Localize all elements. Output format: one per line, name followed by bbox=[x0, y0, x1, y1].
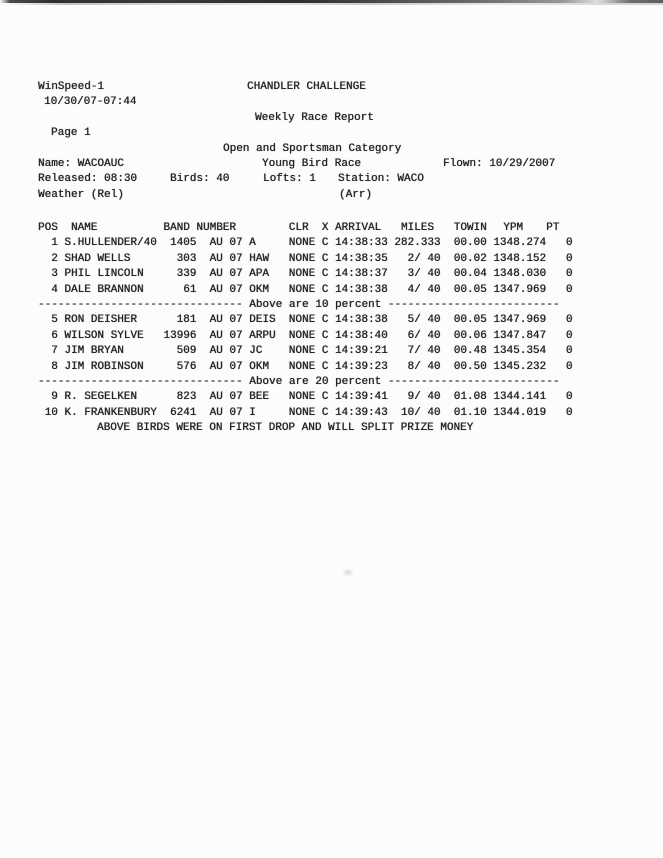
race-name: Name: WACOAUC bbox=[38, 158, 124, 170]
table-row bbox=[38, 236, 572, 251]
table-row bbox=[38, 313, 572, 328]
flown-date: Flown: 10/29/2007 bbox=[443, 158, 556, 170]
cell-arrival: 14:39:23 bbox=[334, 360, 388, 373]
cell-name: DALE BRANNON bbox=[64, 283, 144, 296]
weather-arrival-label: (Arr) bbox=[339, 189, 373, 201]
club-name: CHANDLER CHALLENGE bbox=[247, 81, 366, 93]
header-name: NAME bbox=[70, 222, 98, 234]
cell-clr: NONE bbox=[288, 345, 316, 358]
cell-band: 823 bbox=[176, 391, 197, 404]
birds-count: Birds: 40 bbox=[170, 173, 230, 185]
cell-arrival: 14:38:38 bbox=[334, 283, 388, 296]
header-clr: CLR bbox=[288, 222, 309, 234]
cell-miles: 6/ 40 bbox=[407, 329, 441, 342]
header-miles: MILES bbox=[400, 222, 434, 234]
cell-towin: 00.04 bbox=[453, 268, 487, 281]
report-title: Weekly Race Report bbox=[255, 112, 374, 124]
cell-band-assoc: AU 07 DEIS bbox=[209, 314, 276, 327]
header-arrival: ARRIVAL bbox=[334, 222, 382, 234]
cell-arrival: 14:38:33 bbox=[334, 237, 388, 250]
cell-miles: 8/ 40 bbox=[407, 360, 441, 373]
cell-x: C bbox=[321, 360, 329, 373]
cell-ypm: 1347.969 bbox=[493, 314, 547, 327]
cell-towin: 00.02 bbox=[453, 252, 487, 265]
cell-ypm: 1344.019 bbox=[493, 406, 547, 419]
cell-miles: 5/ 40 bbox=[407, 314, 441, 327]
cell-name: S.HULLENDER/40 bbox=[64, 237, 157, 250]
cell-arrival: 14:38:38 bbox=[334, 314, 388, 327]
cell-band: 576 bbox=[176, 360, 197, 373]
cell-band-assoc: AU 07 OKM bbox=[209, 360, 269, 373]
cell-x: C bbox=[321, 314, 329, 327]
header-band-number: BAND NUMBER bbox=[163, 222, 237, 234]
cell-pos: 9 bbox=[51, 391, 58, 404]
table-row bbox=[38, 283, 572, 298]
cell-miles: 7/ 40 bbox=[407, 345, 441, 358]
cell-pt: 0 bbox=[565, 237, 573, 250]
cell-clr: NONE bbox=[288, 406, 316, 419]
cell-pt: 0 bbox=[565, 329, 573, 342]
page-number: Page 1 bbox=[51, 127, 91, 139]
cell-band: 1405 bbox=[169, 237, 197, 250]
cell-clr: NONE bbox=[288, 268, 316, 281]
cell-arrival: 14:38:35 bbox=[334, 252, 388, 265]
cell-name: JIM BRYAN bbox=[64, 345, 124, 358]
cell-pos: 2 bbox=[51, 252, 58, 265]
cell-clr: NONE bbox=[288, 283, 316, 296]
cell-clr: NONE bbox=[288, 252, 316, 265]
cell-name: SHAD WELLS bbox=[64, 252, 131, 265]
cell-towin: 01.10 bbox=[453, 406, 487, 419]
cell-name: K. FRANKENBURY bbox=[64, 406, 157, 419]
cell-pos: 5 bbox=[51, 314, 58, 327]
cell-pt: 0 bbox=[565, 283, 573, 296]
cell-band-assoc: AU 07 ARPU bbox=[209, 329, 276, 342]
cell-miles: 282.333 bbox=[394, 237, 441, 250]
cell-pt: 0 bbox=[565, 360, 573, 373]
results-table bbox=[38, 221, 572, 437]
table-row bbox=[38, 360, 572, 375]
cell-arrival: 14:39:41 bbox=[334, 391, 388, 404]
scan-smudge bbox=[342, 568, 354, 577]
cell-pt: 0 bbox=[565, 252, 573, 265]
cell-pt: 0 bbox=[565, 391, 573, 404]
cell-band: 13996 bbox=[163, 329, 197, 342]
cell-x: C bbox=[321, 252, 329, 265]
cell-band: 509 bbox=[176, 345, 197, 358]
cell-band: 303 bbox=[176, 252, 197, 265]
header-pos: POS bbox=[38, 222, 58, 234]
cell-clr: NONE bbox=[288, 360, 316, 373]
cell-ypm: 1348.274 bbox=[493, 237, 547, 250]
table-row bbox=[38, 390, 572, 405]
cell-name: WILSON SYLVE bbox=[64, 329, 144, 342]
cell-pos: 3 bbox=[51, 268, 58, 281]
header-ypm: YPM bbox=[503, 222, 524, 234]
cell-ypm: 1345.232 bbox=[493, 360, 547, 373]
cell-band-assoc: AU 07 HAW bbox=[209, 252, 269, 265]
table-row bbox=[38, 252, 572, 267]
cell-x: C bbox=[321, 283, 329, 296]
table-row bbox=[38, 329, 572, 344]
cell-towin: 00.05 bbox=[453, 283, 487, 296]
cell-pos: 6 bbox=[51, 329, 58, 342]
category-title: Open and Sportsman Category bbox=[223, 143, 402, 155]
cell-pos: 1 bbox=[51, 237, 58, 250]
header-pt: PT bbox=[546, 222, 560, 234]
cell-x: C bbox=[321, 237, 329, 250]
header-x: X bbox=[321, 222, 329, 234]
cell-ypm: 1345.354 bbox=[493, 345, 547, 358]
cell-ypm: 1344.141 bbox=[493, 391, 547, 404]
cell-pos: 4 bbox=[51, 283, 58, 296]
cell-name: R. SEGELKEN bbox=[64, 391, 138, 404]
cell-band: 61 bbox=[183, 283, 197, 296]
cell-band-assoc: AU 07 JC bbox=[209, 345, 263, 358]
cell-x: C bbox=[321, 406, 329, 419]
cell-band-assoc: AU 07 A bbox=[209, 237, 256, 250]
report-timestamp: 10/30/07-07:44 bbox=[44, 96, 137, 108]
cell-pos: 10 bbox=[44, 406, 58, 419]
station-name: Station: WACO bbox=[338, 173, 424, 185]
cell-arrival: 14:38:37 bbox=[334, 268, 388, 281]
cell-x: C bbox=[321, 329, 329, 342]
cell-x: C bbox=[321, 391, 329, 404]
cell-ypm: 1348.030 bbox=[493, 268, 547, 281]
cell-band: 339 bbox=[176, 268, 197, 281]
cell-band: 181 bbox=[176, 314, 197, 327]
lofts-count: Lofts: 1 bbox=[263, 173, 316, 185]
table-row bbox=[38, 406, 572, 421]
cell-pt: 0 bbox=[565, 314, 573, 327]
separator-20-percent: ------------------------------- Above are 20 percent -------------------------- bbox=[38, 376, 560, 389]
weather-release-label: Weather (Rel) bbox=[38, 189, 124, 201]
cell-band-assoc: AU 07 I bbox=[209, 406, 256, 419]
cell-band: 6241 bbox=[169, 406, 197, 419]
cell-pt: 0 bbox=[565, 268, 573, 281]
cell-clr: NONE bbox=[288, 314, 316, 327]
cell-band-assoc: AU 07 OKM bbox=[209, 283, 269, 296]
scan-artifact-fuzz bbox=[0, 3, 663, 5]
table-header-row bbox=[38, 221, 572, 236]
cell-clr: NONE bbox=[288, 237, 316, 250]
cell-pos: 8 bbox=[51, 360, 58, 373]
cell-miles: 2/ 40 bbox=[407, 252, 441, 265]
cell-towin: 00.48 bbox=[453, 345, 487, 358]
cell-name: JIM ROBINSON bbox=[64, 360, 144, 373]
cell-miles: 10/ 40 bbox=[400, 406, 441, 419]
cell-ypm: 1348.152 bbox=[493, 252, 547, 265]
cell-towin: 00.50 bbox=[453, 360, 487, 373]
header-towin: TOWIN bbox=[453, 222, 487, 234]
cell-clr: NONE bbox=[288, 391, 316, 404]
table-row bbox=[38, 267, 572, 282]
software-name: WinSpeed-1 bbox=[38, 81, 105, 93]
table-row bbox=[38, 344, 572, 359]
cell-pos: 7 bbox=[51, 345, 58, 358]
race-type: Young Bird Race bbox=[262, 158, 362, 170]
cell-band-assoc: AU 07 BEE bbox=[209, 391, 269, 404]
cell-clr: NONE bbox=[288, 329, 316, 342]
separator-10-percent: ------------------------------- Above are 10 percent -------------------------- bbox=[38, 299, 560, 312]
cell-x: C bbox=[321, 345, 329, 358]
cell-miles: 3/ 40 bbox=[407, 268, 441, 281]
cell-miles: 4/ 40 bbox=[407, 283, 441, 296]
cell-band-assoc: AU 07 APA bbox=[209, 268, 269, 281]
cell-towin: 01.08 bbox=[453, 391, 487, 404]
cell-arrival: 14:38:40 bbox=[334, 329, 388, 342]
cell-miles: 9/ 40 bbox=[407, 391, 441, 404]
cell-arrival: 14:39:43 bbox=[334, 406, 388, 419]
cell-towin: 00.05 bbox=[453, 314, 487, 327]
released-time: Released: 08:30 bbox=[38, 173, 138, 185]
cell-towin: 00.06 bbox=[453, 329, 487, 342]
cell-pt: 0 bbox=[565, 406, 573, 419]
cell-name: PHIL LINCOLN bbox=[64, 268, 144, 281]
cell-towin: 00.00 bbox=[453, 237, 487, 250]
cell-ypm: 1347.847 bbox=[493, 329, 547, 342]
cell-x: C bbox=[321, 268, 329, 281]
cell-name: RON DEISHER bbox=[64, 314, 138, 327]
prize-footnote: ABOVE BIRDS WERE ON FIRST DROP AND WILL SPLIT PRIZE MONEY bbox=[97, 422, 474, 435]
cell-arrival: 14:39:21 bbox=[334, 345, 388, 358]
cell-ypm: 1347.969 bbox=[493, 283, 547, 296]
cell-pt: 0 bbox=[565, 345, 573, 358]
